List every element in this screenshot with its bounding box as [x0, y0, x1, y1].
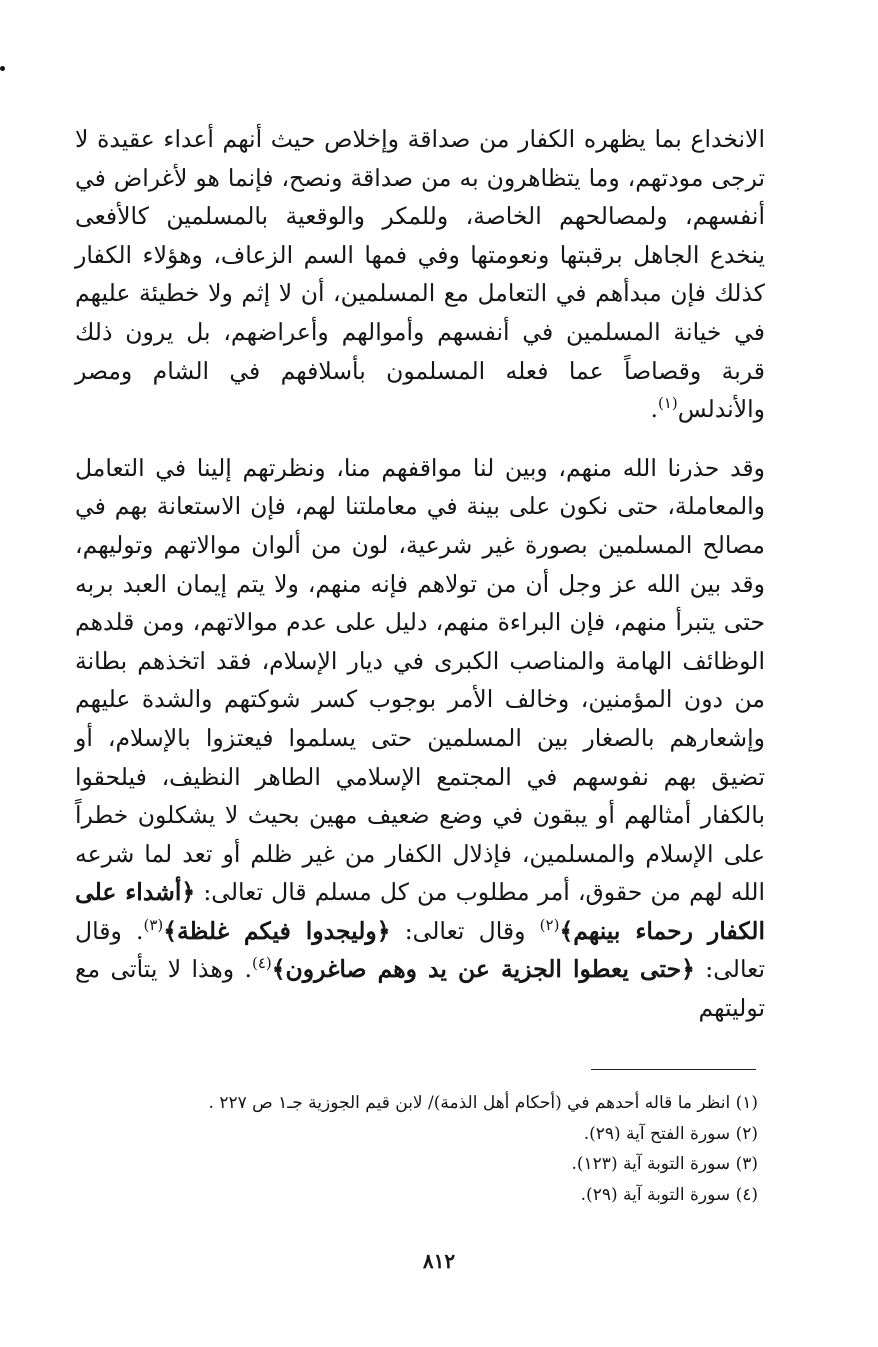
page-number: ٨١٢ [422, 1249, 456, 1273]
footnote-ref-2[interactable]: (٢) [539, 915, 560, 934]
paragraph-2-tail: . وهذا لا يتأتى مع توليتهم [75, 955, 765, 1023]
paragraph-2 [75, 449, 765, 1028]
footnote-2: (٢) سورة الفتح آية (٢٩). [583, 1123, 758, 1144]
page-edge-dot [0, 66, 5, 71]
paragraph-1-end: . [650, 395, 658, 424]
quran-quote-2: ﴿وليجدوا فيكم غلظة﴾ [163, 916, 391, 945]
connector-1: وقال تعالى: [390, 916, 540, 945]
paragraph-1 [75, 120, 765, 429]
quran-quote-3: ﴿حتى يعطوا الجزية عن يد وهم صاغرون﴾ [271, 955, 695, 984]
footnote-4: (٤) سورة التوبة آية (٢٩). [580, 1184, 758, 1205]
footnote-ref-1[interactable]: (١) [657, 394, 678, 413]
footnote-1: (١) انظر ما قاله أحدهم في (أحكام أهل الذمة)/ لابن قيم الجوزية جـ١ ص ٢٢٧ . [208, 1093, 758, 1113]
paragraph-2-text: وقد حذرنا الله منهم، وبين لنا مواقفهم منا، ونظرتهم إلينا في التعامل والمعاملة، حتى نكون على بينة في معاملتنا لهم، فإن الاستعانة بهم في مصالح المسلمين بصورة غير شرعية، لون من ألوان موالاتهم وتوليهم، وقد بين الله عز وجل أن من تولاهم فإنه منهم، ولا يتم إيمان العبد بربه حتى يتبرأ منهم، فإن البراءة منهم، دليل على عدم موالاتهم، ومن قلدهم الوظائف الهامة والمناصب الكبرى في ديار الإسلام، فقد اتخذهم بطانة من دون المؤمنين، وخالف الأمر بوجوب كسر شوكتهم والشدة عليهم وإشعارهم بالصغار بين المسلمين حتى يسلموا فيعتزوا بالإسلام، أو تضيق بهم نفوسهم في المجتمع الإسلامي الطاهر النظيف، فيلحقوا بالكفار أمثالهم أو يبقون في وضع ضعيف مهين بحيث لا يشكلون خطراً على الإسلام والمسلمين، فإذلال الكفار من غير ظلم أو تعد لما شرعه الله لهم من حقوق، أمر مطلوب من كل مسلم قال تعالى: [75, 453, 765, 907]
quran-quote-1: ﴿أشداء على الكفار رحماء بينهم﴾ [75, 878, 765, 945]
main-text [75, 120, 765, 1028]
footnote-ref-3[interactable]: (٣) [143, 915, 164, 934]
connector-2: . وقال تعالى: [75, 916, 765, 984]
footnotes [118, 1088, 758, 1210]
footnote-ref-4[interactable]: (٤) [251, 954, 272, 973]
paragraph-1-text: الانخداع بما يظهره الكفار من صداقة وإخلاص حيث أنهم أعداء عقيدة لا ترجى مودتهم، وما يتظاهرون به من صداقة ونصح، فإنما هو لأغراض في أنفسهم، ولمصالحهم الخاصة، وللمكر والوقعية بالمسلمين كالأفعى ينخدع الجاهل برقبتها ونعومتها وفي فمها السم الزعاف، وهؤلاء الكفار كذلك فإن مبدأهم في التعامل مع المسلمين، أن لا إثم ولا خطيئة عليهم في خيانة المسلمين في أنفسهم وأموالهم وأعراضهم، بل يرون ذلك قربة وقصاصاً عما فعله المسلمون بأسلافهم في الشام ومصر والأندلس [75, 125, 765, 424]
footnote-3: (٣) سورة التوبة آية (١٢٣). [571, 1154, 758, 1174]
footnote-divider [591, 1069, 756, 1070]
